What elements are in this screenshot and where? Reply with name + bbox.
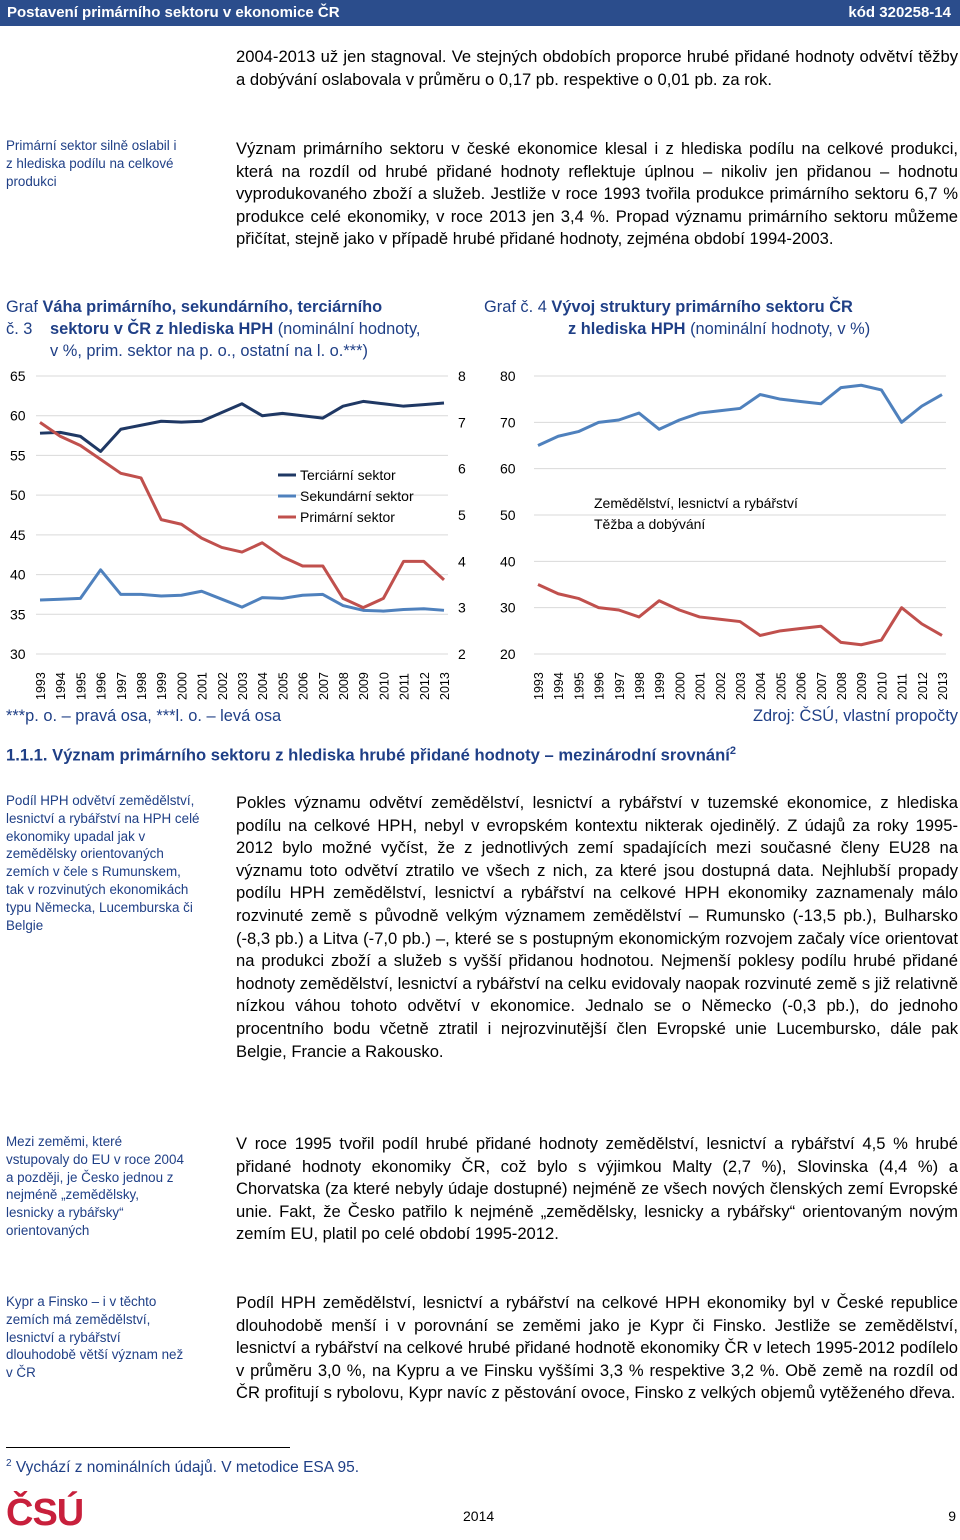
graph4-x-tick: 1995 [572,672,587,700]
graph3-x-tick: 2003 [236,672,250,700]
graph3-x-tick: 1994 [54,672,69,700]
graph4-x-tick: 2002 [713,672,728,700]
graph4-x-tick: 2006 [794,672,809,700]
graph4-x-tick: 1997 [612,672,627,700]
graph4-y-tick: 40 [500,553,516,570]
footnote-text: Vychází z nominálních údajů. V metodice ESA 95. [15,1459,360,1477]
graph3-prefix2: č. 3 [6,320,33,338]
graph3-x-tick: 2008 [337,672,351,700]
graph3-left-tick: 30 [10,646,26,662]
graph4-x-tick: 1998 [633,672,647,700]
graph3-left-axis [10,368,26,662]
graph3-right-tick: 2 [458,646,466,662]
footer-year: 2014 [463,1508,495,1524]
graph4-y-tick: 30 [500,599,516,616]
graph3-x-axis [34,672,452,700]
graph3-right-tick: 6 [458,460,466,477]
graph3-x-tick: 2007 [316,672,331,700]
side-note-1: Primární sektor silně oslabil i z hlediska podílu na celkové produkci [6,138,177,189]
graph3-x-tick: 2010 [377,672,392,700]
graph4-x-tick: 2004 [754,672,769,700]
graph3-series [40,401,444,611]
footnote-divider [6,1447,290,1448]
graph4-x-tick: 2000 [673,672,688,700]
chart-source: Zdroj: ČSÚ, vlastní propočty [753,707,958,725]
graph4-legend [594,495,798,532]
graph4-x-tick: 1994 [552,672,567,700]
graph3-right-tick: 4 [458,553,466,570]
graph3-title-line3: v %, prim. sektor na p. o., ostatní na l. o.***) [50,342,368,360]
header-code: kód 320258-14 [848,4,951,21]
paragraph-2: Pokles významu odvětví zemědělství, lesnictví a rybářství v tuzemské ekonomice, z hlediska podílu na celkové HPH, nebyl v evropském kontextu nikterak ojedinělý. Z údajů za roky 1995-2012 bylo možné vyčíst, že z jednotlivých zemí spadajících mezi současné členy EU28 na významu toto odvětví ztratilo ve všech z nich, za které jsou dostupná data. Nejhlubší propady podílu HPH zemědělství, lesnictví a rybářství na celkové HPH ekonomiky zaznamenaly málo rozvinuté země s původně velkým významem zemědělství – Rumunsko (-13,5 pb.), Bulharsko (-8,3 pb.) a Litva (-7,0 pb.) –, které se s postupným ekonomickým rozvojem začaly více orientovat na produkci zboží a služeb s vyšší přidanou hodnotou. Nejmenší poklesy podílu hrubé přidané hodnoty zemědělství, lesnictví a rybářství na celku evidovaly naopak rozvinuté země s již relativně nízkou váhou tohoto odvětví v ekonomice. Jednalo se o Německo (-0,3 pb.), do jednoho procentního bodu včetně ztratil i nejrozvinutější člen Evropské unie Lucembursko, dále pak Belgie, Francie a Rakousko. [236,793,958,1061]
legend-mining: Těžba a dobývání [594,516,706,532]
graph4-line-mining [538,585,942,645]
footnote [6,1458,359,1477]
graph4-y-axis [500,368,516,662]
graph4-y-tick: 70 [500,414,516,431]
graph4-x-tick: 2010 [875,672,890,700]
graph3-right-tick: 7 [458,414,466,431]
graph3-title-line2-rest: (nominální hodnoty, [273,320,421,338]
paragraph-3: V roce 1995 tvořil podíl hrubé přidané hodnoty zemědělství, lesnictví a rybářství 4,5 % hrubé přidané hodnoty ekonomiky ČR, což bylo s výjimkou Malty (2,7 %), Slovinska (4,4 %) a Chorvatska (za které nebyly údaje dostupné) nejméně ze všech nových členských zemí Evropské unie. Fakt, že Česko patřilo k nejméně „zemědělsky, lesnicky a rybářsky“ orientovaným novým zemím EU, platil po celé období 1995-2012. [236,1134,958,1244]
graph3-left-tick: 50 [10,487,26,504]
graph3-legend [278,467,414,525]
graph3-prefix1: Graf [6,298,38,316]
graph4-x-tick: 2012 [915,672,930,700]
graph3-x-tick: 1996 [94,672,109,700]
section-heading [6,745,956,766]
graph4-x-tick: 2011 [895,673,910,700]
graph4-x-tick: 2008 [835,672,849,700]
graph3-right-tick: 8 [458,368,466,384]
graph3-x-tick: 1998 [135,672,149,700]
graph3-chart [6,364,480,704]
graph4-x-tick: 1993 [532,672,546,700]
graph3-title-line2: sektoru v ČR z hlediska HPH [50,320,274,338]
graph3-x-tick: 2011 [397,673,412,700]
graph3-left-tick: 45 [10,526,26,543]
graph3-right-axis [458,368,466,662]
paragraph-4: Podíl HPH zemědělství, lesnictví a rybářství na celkové HPH ekonomiky byl v České republice dlouhodobě menší i v porovnání se zeměmi jako je Kypr či Finsko. Jestliže se zemědělství, lesnictví a rybářství na celkové hrubé přidané hodnotě ekonomiky ČR v letech 1995-2012 podílelo v průměru 3,0 %, na Kypru a ve Finsku vyššími 3,3 % respektive 3,2 %. Obě země na rozdíl od ČR profitují s rybolovu, Kypr navíc z pěstování ovoce, Finsko z velkých objemů vytěženého dřeva. [236,1293,958,1403]
graph4-x-tick: 1999 [653,672,668,700]
legend-secondary: Sekundární sektor [300,488,414,504]
graph3-x-tick: 2012 [417,672,432,700]
graph3-x-tick: 2004 [256,672,271,700]
graph4-title-line2: z hlediska HPH [568,320,686,338]
header-title: Postavení primárního sektoru v ekonomice ČR [7,4,340,21]
graph3-x-tick: 1995 [74,672,89,700]
page-number: 9 [948,1508,956,1524]
graph4-chart [486,364,958,704]
graph4-y-tick: 50 [500,507,516,523]
graph3-x-tick: 2000 [175,672,190,700]
graph4-title-line1: Vývoj struktury primárního sektoru ČR [551,298,853,316]
graph3-left-tick: 35 [10,606,26,623]
graph3-x-tick: 1997 [114,672,129,700]
graph4-y-tick: 60 [500,460,516,477]
graph4-x-tick: 1996 [592,672,607,700]
graph4-x-tick: 2005 [774,672,789,700]
graph3-title-line1: Váha primárního, sekundárního, terciárního [42,298,383,316]
graph4-caption [484,296,960,340]
paragraph-1: Význam primárního sektoru v české ekonomice klesal i z hlediska podílu na celkové produkci, která na rozdíl od hrubé přidané hodnoty reflektuje úplnou – nikoliv jen přidanou – hodnotu vyprodukovaného zboží a služeb. Jestliže v roce 1993 tvořila produkce primárního sektoru 6,7 % produkce celé ekonomiky, v roce 2013 jen 3,4 %. Propad významu primárního sektoru můžeme přičítat, stejně jako v případě hrubé přidané hodnoty, zejména období 1994-2003. [236,139,958,249]
graph4-x-axis [532,672,950,700]
graph3-x-tick: 2013 [438,672,452,700]
page-header [0,0,960,26]
csu-logo: ČSÚ [6,1492,84,1534]
graph3-x-tick: 1999 [155,672,170,700]
graph3-line-tertiary [40,401,444,451]
legend-primary: Primární sektor [300,509,395,525]
side-note-2: Podíl HPH odvětví zemědělství, lesnictví a rybářství na HPH celé ekonomiky upadal jak v zemědělsky orientovaných zemích v čele s Rumunskem, tak v rozvinutých ekonomikách typu Německa, Lucemburska či Belgie [6,793,200,933]
graph4-prefix: Graf č. 4 [484,298,547,316]
graph4-y-tick: 80 [500,368,516,384]
graph3-x-tick: 2002 [215,672,230,700]
graph3-x-tick: 2006 [296,672,311,700]
graph4-x-tick: 2003 [734,672,748,700]
graph3-x-tick: 2005 [276,672,291,700]
graph3-line-secondary [40,570,444,611]
section-heading-text: 1.1.1. Význam primárního sektoru z hlediska hrubé přidané hodnoty – mezinárodní srovnání [6,745,730,765]
graph4-x-tick: 2007 [814,672,829,700]
graph3-right-tick: 5 [458,507,466,523]
graph3-x-tick: 2009 [357,672,372,700]
graph4-x-tick: 2009 [855,672,870,700]
legend-agri: Zemědělství, lesnictví a rybářství [594,495,798,511]
graph3-caption [6,296,476,362]
graph3-left-tick: 65 [10,368,26,384]
graph3-left-tick: 60 [10,407,26,424]
footnote-number: 2 [6,1458,12,1469]
graph4-title-line2-rest: (nominální hodnoty, v %) [685,320,871,338]
graph4-x-tick: 2013 [936,672,950,700]
side-note-3: Mezi zeměmi, které vstupovaly do EU v roce 2004 a později, je Česko jednou z nejméně „zemědělsky, lesnicky a rybářsky“ orientovaných [6,1134,184,1238]
graph4-y-tick: 20 [500,646,516,662]
section-heading-footnote-ref: 2 [729,745,736,757]
graph4-x-tick: 2001 [693,672,708,700]
graph4-gridlines [534,376,946,654]
graph3-left-tick: 40 [10,566,26,583]
graph4-line-agri [538,385,942,445]
chart-axis-note: ***p. o. – pravá osa, ***l. o. – levá osa [6,707,282,725]
graph3-left-tick: 55 [10,447,26,464]
intro-paragraph: 2004-2013 už jen stagnoval. Ve stejných obdobích proporce hrubé přidané hodnoty odvětví těžby a dobývání oslabovala v průměru o 0,17 pb. respektive o 0,01 pb. za rok. [236,47,958,89]
legend-tertiary: Terciární sektor [300,467,396,483]
side-note-4: Kypr a Finsko – i v těchto zemích má zemědělství, lesnictví a rybářství dlouhodobě větší význam než v ČR [6,1294,184,1381]
graph3-x-tick: 2001 [195,672,210,700]
graph3-x-tick: 1993 [34,672,48,700]
graph3-right-tick: 3 [458,599,466,616]
